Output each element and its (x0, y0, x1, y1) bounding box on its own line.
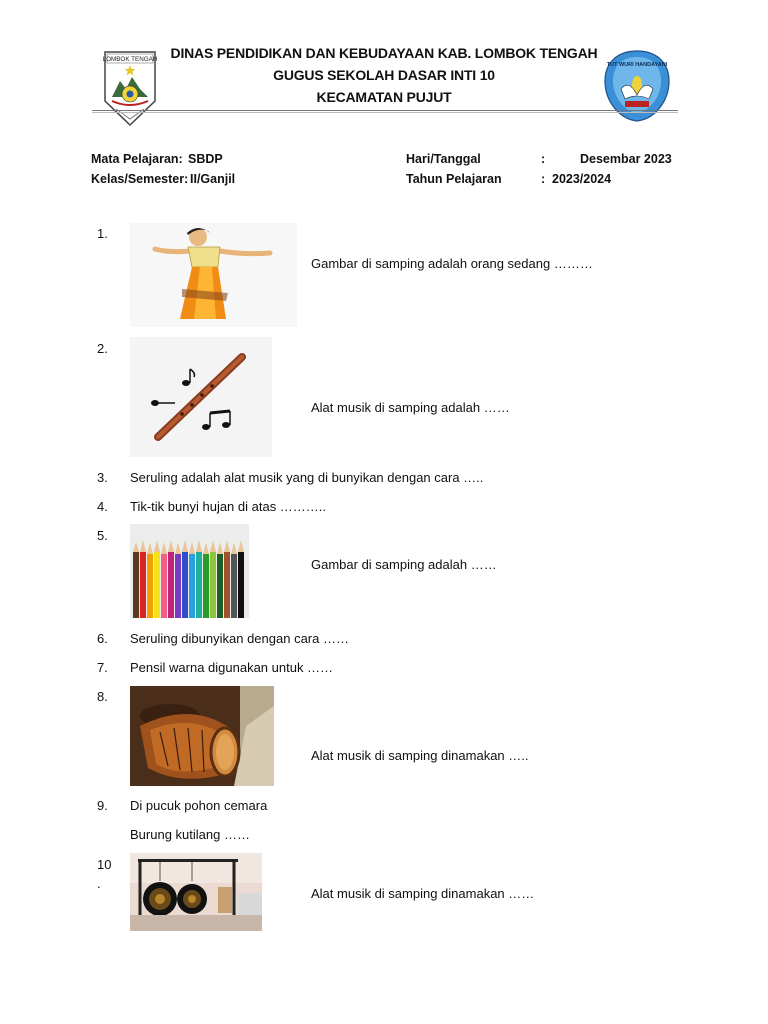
kendang-drum-image (130, 686, 274, 786)
question-number: 1. (97, 226, 108, 241)
question-text: Alat musik di samping adalah …… (311, 400, 510, 415)
question-number: 8. (97, 689, 108, 704)
question-text: Alat musik di samping dinamakan ….. (311, 748, 529, 763)
question-text: Tik-tik bunyi hujan di atas ……….. (130, 499, 327, 514)
question-number: 7. (97, 660, 108, 675)
question-text: Alat musik di samping dinamakan …… (311, 886, 535, 901)
question-number: 4. (97, 499, 108, 514)
question-number: 2. (97, 341, 108, 356)
subject-value: SBDP (188, 152, 223, 166)
class-value: II/Ganjil (190, 172, 236, 186)
date-label: Hari/Tanggal (406, 152, 481, 166)
question-number: 5. (97, 528, 108, 543)
question-number: 9. (97, 798, 108, 813)
question-text: Gambar di samping adalah orang sedang ……… (311, 256, 593, 271)
question-number: 6. (97, 631, 108, 646)
year-value: 2023/2024 (552, 172, 612, 186)
subject-label: Mata Pelajaran: (91, 152, 183, 166)
date-value: Desembar 2023 (580, 152, 672, 166)
header-line-3: KECAMATAN PUJUT (316, 89, 452, 105)
header-line-1: DINAS PENDIDIKAN DAN KEBUDAYAAN KAB. LOMBOK TENGAH (170, 45, 598, 61)
right-logo-text: TUT WURI HANDAYANI (606, 62, 668, 68)
question-number: 10 (97, 857, 112, 872)
year-colon: : (541, 172, 546, 186)
question-number: 3. (97, 470, 108, 485)
question-text: Seruling dibunyikan dengan cara …… (130, 631, 349, 646)
question-number-period: . (97, 876, 101, 891)
question-text-line-2: Burung kutilang …… (130, 827, 250, 842)
header-line-2: GUGUS SEKOLAH DASAR INTI 10 (273, 67, 495, 83)
colored-pencils-image (130, 524, 249, 618)
gong-image (130, 853, 262, 931)
question-text: Pensil warna digunakan untuk …… (130, 660, 334, 675)
flute-image (130, 337, 272, 457)
class-label: Kelas/Semester: (91, 172, 189, 186)
header-divider (92, 110, 678, 113)
date-colon: : (541, 152, 546, 166)
left-logo-text: LOMBOK TENGAH (102, 56, 158, 63)
question-text: Seruling adalah alat musik yang di bunyikan dengan cara ….. (130, 470, 484, 485)
question-text: Di pucuk pohon cemara (130, 798, 268, 813)
question-text: Gambar di samping adalah …… (311, 557, 497, 572)
dancer-image (130, 223, 297, 327)
year-label: Tahun Pelajaran (406, 172, 502, 186)
